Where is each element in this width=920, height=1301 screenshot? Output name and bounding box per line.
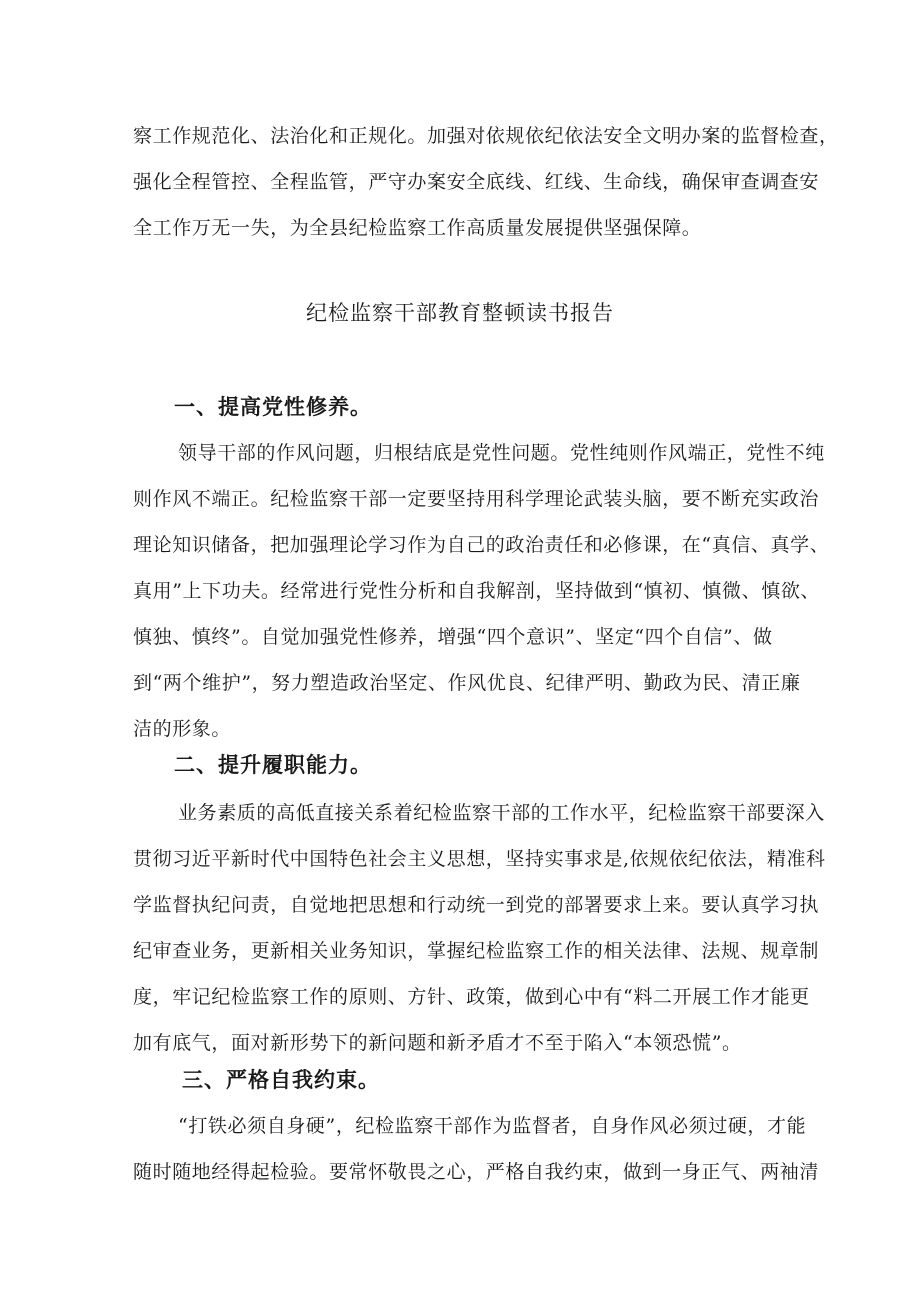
- section-heading: 二、提升履职能力。: [174, 753, 372, 777]
- paragraph-line: 学监督执纪问责，自觉地把思想和行动统一到党的部署要求上来。要认真学习执: [133, 894, 820, 916]
- paragraph-line: 度，牢记纪检监察工作的原则、方针、政策，做到心中有“料二开展工作才能更: [133, 986, 810, 1008]
- paragraph-line: 业务素质的高低直接关系着纪检监察干部的工作水平，纪检监察干部要深入: [178, 802, 825, 824]
- paragraph-line: 真用”上下功夫。经常进行党性分析和自我解剖，坚持做到“慎初、慎微、慎欲、: [133, 580, 821, 602]
- paragraph-line: “打铁必须自身硬”，纪检监察干部作为监督者，自身作风必须过硬，才能: [178, 1115, 807, 1137]
- paragraph-line: 到“两个维护”，努力塑造政治坚定、作风优良、纪律严明、勤政为民、清正廉: [133, 672, 801, 694]
- paragraph-line: 加有底气，面对新形势下的新问题和新矛盾才不至于陷入“本领恐慌”。: [133, 1032, 742, 1054]
- section-heading: 一、提高党性修养。: [174, 395, 372, 419]
- paragraph-line: 理论知识储备，把加强理论学习作为自己的政治责任和必修课，在“真信、真学、: [133, 534, 830, 556]
- intro-line: 全工作万无一失，为全县纪检监察工作高质量发展提供坚强保障。: [133, 217, 702, 239]
- paragraph-line: 纪审查业务，更新相关业务知识，掌握纪检监察工作的相关法律、法规、规章制: [133, 940, 820, 962]
- intro-line: 强化全程管控、全程监管，严守办案安全底线、红线、生命线，确保审查调查安: [133, 171, 820, 193]
- paragraph-line: 慎独、慎终”。自觉加强党性修养，增强“四个意识”、坚定“四个自信”、做: [133, 626, 773, 648]
- intro-line: 察工作规范化、法治化和正规化。加强对依规依纪依法安全文明办案的监督检查，: [133, 125, 839, 147]
- paragraph-line: 洁的形象。: [133, 718, 232, 740]
- paragraph-line: 随时随地经得起检验。要常怀敬畏之心，严格自我约束，做到一身正气、两袖清: [133, 1161, 820, 1183]
- document-title: 纪检监察干部教育整顿读书报告: [306, 301, 614, 325]
- paragraph-line: 贯彻习近平新时代中国特色社会主义思想，坚持实事求是,依规依纪依法，精准科: [133, 848, 826, 870]
- section-heading: 三、严格自我约束。: [182, 1068, 380, 1092]
- paragraph-line: 则作风不端正。纪检监察干部一定要坚持用科学理论武装头脑，要不断充实政治: [133, 488, 820, 510]
- paragraph-line: 领导干部的作风问题，归根结底是党性问题。党性纯则作风端正，党性不纯: [178, 442, 825, 464]
